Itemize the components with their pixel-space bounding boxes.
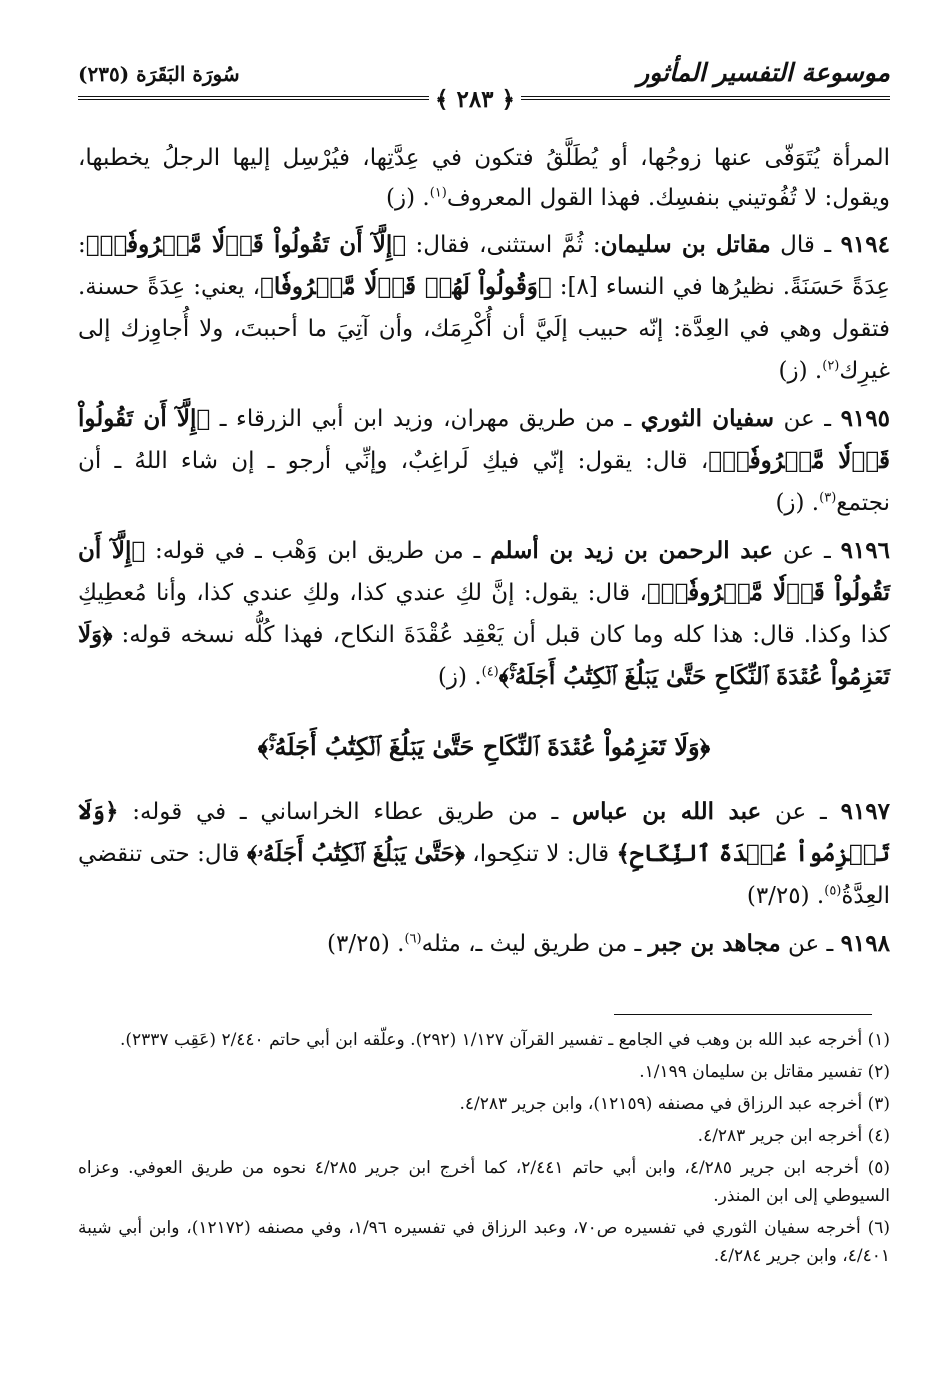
narration-text: ـ من طريق مهران، وزيد ابن أبي الزرقاء ـ	[210, 406, 641, 432]
narrator-name: سفيان الثوري	[640, 405, 775, 432]
paragraph-text: المرأة يُتَوَفّى عنها زوجُها، أو يُطَلَّقُ فتكون في عِدَّتِها، فيُرْسِل إليها الرجلُ يخطبها، ويقول: لا تُفُوتيني بنفسِك. فهذا القول المعروف	[78, 145, 890, 211]
footnotes	[78, 1026, 890, 1274]
narration-text: ، قال: يقول: إنَّ لكِ عندي كذا، ولكِ عندي كذا، وأنا مُعطِيكِ كذا وكذا. قال: هذا كله وما كان قبل أن يَعْقِد عُقْدَةَ النكاح، فهذا كُلُّه نسخه قوله:	[78, 580, 890, 648]
running-header	[78, 56, 890, 90]
narration-text: ، يعني: عِدَةً حسنة. فتقول وهي في العِدَّة: إنّه حبيب إلَيَّ أن أُكْرِمَك، وأن آتِيَ ما أحببتَ، ولا أُجاوِزك إلى غيرِك	[78, 274, 890, 384]
footnote-1: (١) أخرجه عبد الله بن وهب في الجامع ـ تفسير القرآن ١/١٢٧ (٢٩٢). وعلّقه ابن أبي حاتم ٢/٤٤٠ (عَقِب ٢٣٣٧).	[119, 1030, 890, 1050]
page-number-wrap	[0, 86, 950, 113]
narration-text: ، قال: يقول: إنّي فيكِ لَراغِبٌ، وإنِّي أرجو ـ إن شاء اللهُ ـ أن نجتمع	[78, 448, 890, 516]
narrator-name: مجاهد بن جبر	[648, 930, 781, 957]
narration-text: ـ من طريق ليث ـ، مثله	[421, 931, 649, 957]
book-title: موسوعة التفسير المأثور	[637, 58, 890, 87]
narration-lead: ـ عن	[772, 538, 841, 564]
narration-9197	[78, 791, 890, 917]
footnote-ref: (٤)	[481, 664, 499, 680]
narrator-name: عبد الله بن عباس	[572, 798, 762, 825]
narration-end: . (٣/٢٥)	[746, 883, 825, 909]
narrator-name: عبد الرحمن بن زيد بن أسلم	[490, 537, 773, 564]
footnote-6: (٦) أخرجه سفيان الثوري في تفسيره ص٧٠، وعبد الرزاق في تفسيره ١/٩٦، وفي مصنفه (١٢١٧٢)، وابن أبي شيبة ٤/٤٠١، وابن جرير ٤/٢٨٤.	[78, 1218, 890, 1266]
narration-end: . (ز)	[437, 664, 482, 690]
narration-end: . (ز)	[778, 358, 823, 384]
footnote-3: (٣) أخرجه عبد الرزاق في مصنفه (١٢١٥٩)، وابن جرير ٤/٢٨٣.	[459, 1094, 890, 1114]
narrator-name: مقاتل بن سليمان	[600, 231, 771, 258]
quran-quote: ﴿وَلَا تَعۡزِمُواْ عُقۡدَةَ ٱلنِّكَاحِ﴾	[78, 798, 890, 867]
footnote-ref: (٦)	[404, 931, 422, 947]
footnote-ref: (١)	[429, 185, 447, 201]
paragraph-continuation	[78, 138, 890, 218]
footnote-ref: (٥)	[824, 883, 842, 899]
narration-9194	[78, 224, 890, 392]
narration-text: : عِدَةً حَسَنَةً. نظيرُها في النساء [٨]:	[78, 232, 890, 300]
footnote-5: (٥) أخرجه ابن جرير ٤/٢٨٥، وابن أبي حاتم ٢/٤٤١، كما أخرج ابن جرير ٤/٢٨٥ نحوه من طريق العوفي. وعزاه السيوطي إلى ابن المنذر.	[78, 1158, 890, 1206]
narration-number: ٩١٩٦	[840, 537, 890, 564]
verse-heading: ﴿وَلَا تَعۡزِمُواْ عُقۡدَةَ ٱلنِّكَاحِ حَتَّىٰ يَبۡلُغَ ٱلۡكِتَٰبُ أَجَلَهُۥۚ﴾	[257, 732, 711, 761]
narration-9198	[78, 923, 890, 965]
footnote-ref: (٣)	[819, 490, 837, 506]
paragraph-end: . (ز)	[386, 185, 430, 211]
quran-quote: ﴿حَتَّىٰ يَبۡلُغَ ٱلۡكِتَٰبُ أَجَلَهُۥ﴾	[246, 840, 465, 867]
page-number: ﴿ ٢٨٣ ﴾	[429, 86, 521, 113]
surah-info: سُورَة البَقَرَة (٢٣٥)	[78, 62, 240, 86]
narration-9196	[78, 530, 890, 698]
quran-quote: ﴿إِلَّآ أَن تَقُولُواْ قَوۡلٗا مَّعۡرُوفٗاۚ﴾	[78, 405, 890, 474]
narration-number: ٩١٩٤	[840, 231, 890, 258]
footnote-2: (٢) تفسير مقاتل بن سليمان ١/١٩٩.	[639, 1062, 890, 1082]
narration-number: ٩١٩٥	[840, 405, 890, 432]
footnote-separator	[614, 1014, 872, 1015]
narration-text: : ثُمَّ استثنى، فقال:	[406, 232, 601, 258]
narration-lead: ـ عن	[780, 931, 841, 957]
narration-9195	[78, 398, 890, 524]
narration-number: ٩١٩٨	[840, 930, 890, 957]
narration-end: . (ز)	[775, 490, 820, 516]
quran-quote: ﴿وَلَا تَعۡزِمُواْ عُقۡدَةَ ٱلنِّكَاحِ حَتَّىٰ يَبۡلُغَ ٱلۡكِتَٰبُ أَجَلَهُۥۚ﴾	[78, 621, 890, 690]
narration-lead: ـ عن	[774, 406, 841, 432]
narration-lead: ـ قال	[770, 232, 841, 258]
quran-quote: ﴿إِلَّآ أَن تَقُولُواْ قَوۡلٗا مَّعۡرُوفٗاۚ﴾	[78, 537, 890, 606]
quran-quote: ﴿وَقُولُواْ لَهُمۡ قَوۡلٗا مَّعۡرُوفٗا﴾	[260, 273, 552, 300]
narration-end: . (٣/٢٥)	[327, 931, 405, 957]
narration-text: ـ من طريق عطاء الخراساني ـ في قوله:	[118, 799, 573, 825]
narration-text: قال: حتى تنقضي العِدَّةُ	[78, 841, 890, 909]
narration-text: قال: لا تنكِحوا،	[464, 841, 617, 867]
narration-lead: ـ عن	[761, 799, 841, 825]
footnote-4: (٤) أخرجه ابن جرير ٤/٢٨٣.	[697, 1126, 890, 1146]
quran-quote: ﴿إِلَّآ أَن تَقُولُواْ قَوۡلٗا مَّعۡرُوفٗاۚ﴾	[85, 231, 407, 258]
footnote-ref: (٢)	[822, 358, 840, 374]
main-text	[78, 138, 890, 965]
narration-number: ٩١٩٧	[840, 798, 891, 825]
narration-text: ـ من طريق ابن وَهْب ـ في قوله:	[145, 538, 491, 564]
